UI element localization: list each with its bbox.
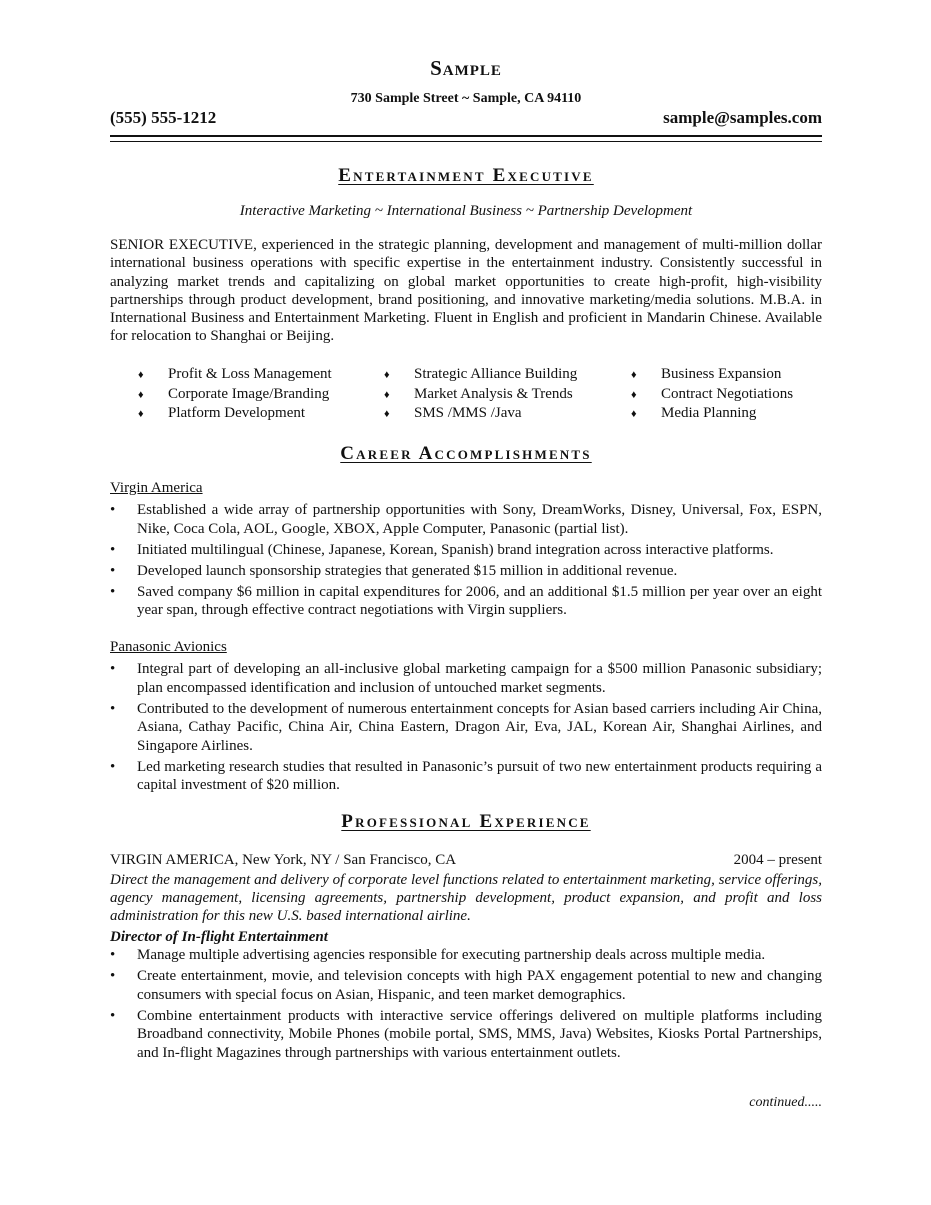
bullet-icon: •: [110, 502, 116, 518]
list-item: • Developed launch sponsorship strategies that generated $15 million in additional revenue.: [110, 562, 678, 579]
header-rule-thin: [110, 141, 822, 142]
skill-item: ♦ Media Planning: [603, 404, 793, 424]
skill-item: ♦ Contract Negotiations: [603, 385, 793, 405]
list-item: • Established a wide array of partnership opportunities with Sony, DreamWorks, Disney, Universal, Fox, ESPN, Nike, Coca Cola, AOL, Google, XBOX, Apple Computer, Panasonic (partial list).: [110, 502, 822, 537]
diamond-icon: ♦: [631, 388, 637, 401]
bullet-icon: •: [110, 541, 116, 558]
skill-item: ♦ Market Analysis & Trends: [356, 385, 577, 405]
experience-duties-list: [110, 946, 822, 1065]
phone-number: (555) 555-1212: [110, 108, 217, 127]
skills-column-2: [356, 365, 577, 424]
experience-heading: Professional Experience: [341, 811, 591, 832]
list-item: • Manage multiple advertising agencies responsible for executing partnership deals across multiple media.: [110, 947, 766, 963]
accomplishments-heading: Career Accomplishments: [340, 443, 592, 464]
tagline: Interactive Marketing ~ International Business ~ Partnership Development: [239, 203, 693, 219]
continued-note: continued.....: [749, 1095, 822, 1110]
email-address: sample@samples.com: [663, 108, 822, 127]
list-item: • Led marketing research studies that resulted in Panasonic’s pursuit of two new entertainment products requiring a capital investment of $20 million.: [110, 758, 822, 793]
job-target-heading: Entertainment Executive: [338, 165, 594, 186]
bullet-icon: •: [110, 661, 116, 677]
job-title: Director of In-flight Entertainment: [110, 929, 328, 945]
company-virgin-america: Virgin America: [110, 480, 203, 496]
diamond-icon: ♦: [138, 388, 144, 401]
diamond-icon: ♦: [384, 388, 390, 401]
list-item: • Integral part of developing an all-inclusive global marketing campaign for a $500 million Panasonic subsidiary; plan encompassed identification and inclusion of untouched market segments.: [110, 661, 822, 696]
list-item: • Create entertainment, movie, and television concepts with high PAX engagement potential to new and changing consumers with special focus on Asian, Hispanic, and teen market demographics.: [110, 968, 822, 1003]
bullet-icon: •: [110, 1007, 116, 1024]
diamond-icon: ♦: [384, 408, 390, 420]
diamond-icon: ♦: [384, 369, 390, 381]
employer-name: VIRGIN AMERICA, New York, NY / San Francisco, CA: [110, 852, 457, 868]
summary-paragraph: SENIOR EXECUTIVE, experienced in the strategic planning, development and management of multi-million dollar international business operations with specific expertise in the entertainment industry. Consistently successful in analyzing market trends and capitalizing on global market opportunities to create high-profit, high-visibility partnerships through product development, brand positioning, and innovative marketing/media solutions. M.B.A. in International Business and Entertainment Marketing. Fluent in English and proficient in Mandarin Chinese. Available for relocation to Shanghai or Beijing.: [110, 237, 822, 345]
job-description: Direct the management and delivery of corporate level functions related to entertainment marketing, service offerings, agency management, licensing agreements, partnership development, product expansion, and profit and loss administration for this new U.S. based international airline.: [110, 872, 822, 924]
company-panasonic-avionics: Panasonic Avionics: [110, 639, 227, 655]
bullet-icon: •: [110, 583, 116, 600]
bullet-icon: •: [110, 947, 116, 963]
employer-line: [110, 852, 822, 869]
diamond-icon: ♦: [631, 369, 637, 381]
list-item: • Combine entertainment products with interactive service offerings delivered on multiple platforms including Broadband connectivity, Mobile Phones (mobile portal, SMS, MMS, Java) Websites, Kiosks Portal Partnerships, and In-flight Magazines through partnerships with various entertainment outlets.: [110, 1007, 822, 1061]
bullet-icon: •: [110, 562, 116, 579]
skill-item: ♦ Strategic Alliance Building: [356, 365, 577, 385]
header-rule-thick: [110, 135, 822, 137]
diamond-icon: ♦: [138, 369, 144, 381]
employment-dates: 2004 – present: [733, 852, 822, 868]
address: 730 Sample Street ~ Sample, CA 94110: [350, 91, 582, 106]
list-item: • Saved company $6 million in capital expenditures for 2006, and an additional $1.5 million per year over an eight year span, through effective contract negotiations with Virgin suppliers.: [110, 583, 822, 618]
candidate-name: Sample: [430, 56, 502, 80]
list-item: • Contributed to the development of numerous entertainment concepts for Asian based carriers including Air China, Asiana, Cathay Pacific, China Air, China Eastern, Dragon Air, Eva, JAL, Korean Air, Shanghai Airlines, and Singapore Airlines.: [110, 700, 822, 754]
diamond-icon: ♦: [631, 408, 637, 420]
bullet-icon: •: [110, 968, 116, 984]
bullet-icon: •: [110, 700, 116, 717]
skill-item: ♦ Platform Development: [110, 404, 332, 424]
bullet-icon: •: [110, 758, 116, 775]
skill-item: ♦ Profit & Loss Management: [110, 365, 332, 385]
list-item: • Initiated multilingual (Chinese, Japanese, Korean, Spanish) brand integration across interactive platforms.: [110, 541, 774, 558]
diamond-icon: ♦: [138, 408, 144, 420]
panasonic-accomplishments-list: [110, 660, 822, 797]
virgin-accomplishments-list: [110, 501, 822, 622]
skills-column-1: [110, 365, 332, 424]
skill-item: ♦ Business Expansion: [603, 365, 793, 385]
skill-item: ♦ SMS /MMS /Java: [356, 404, 577, 424]
skill-item: ♦ Corporate Image/Branding: [110, 385, 332, 405]
skills-column-3: [603, 365, 793, 424]
